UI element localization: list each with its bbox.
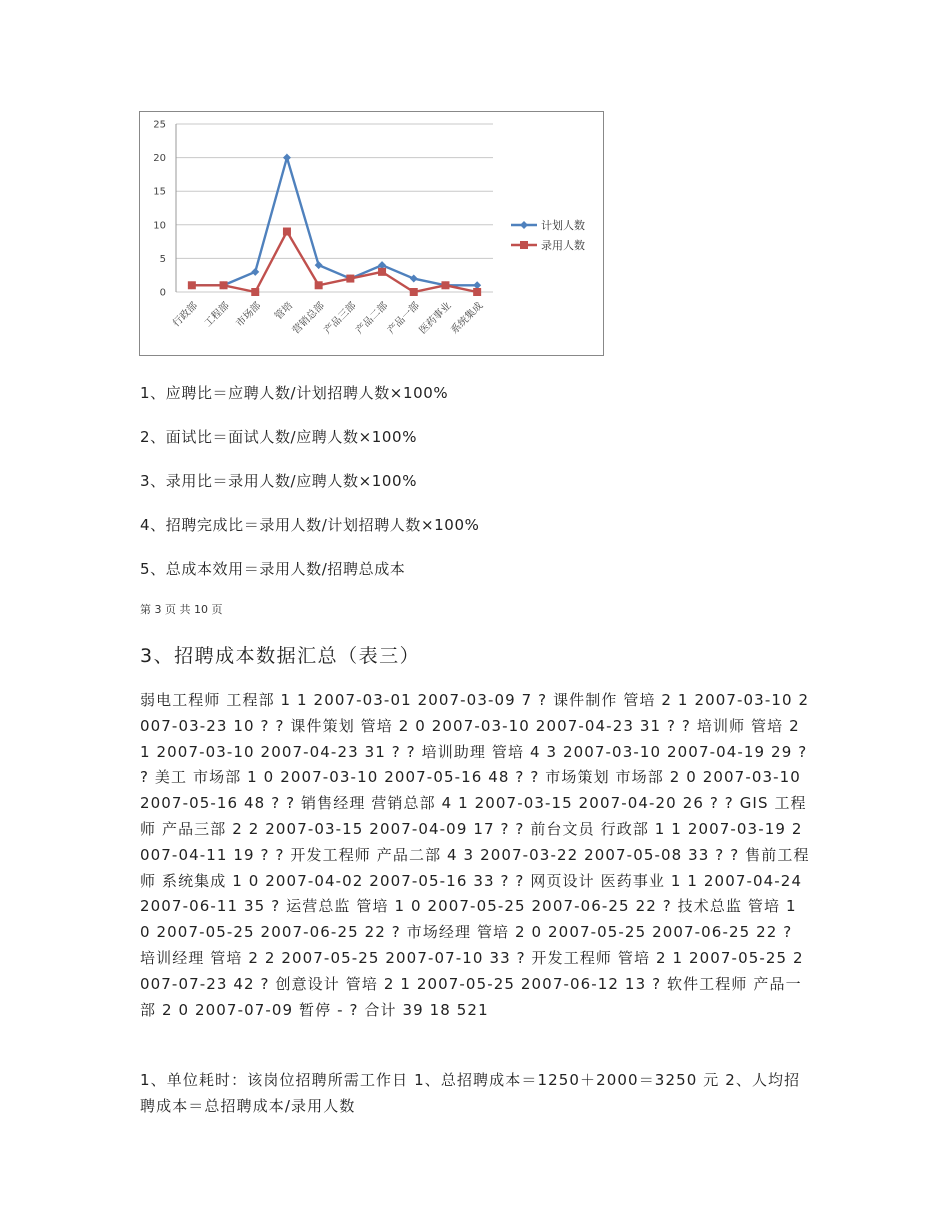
page-indicator: 第 3 页 共 10 页 — [140, 603, 223, 616]
legend-label-2: 录用人数 — [541, 239, 585, 252]
series-point-2 — [220, 281, 228, 289]
series-point-1 — [410, 275, 418, 283]
series-point-2 — [473, 288, 481, 296]
recruitment-cost-data-paragraph: 弱电工程师 工程部 1 1 2007-03-01 2007-03-09 7 ? 课件制作 管培 2 1 2007-03-10 2007-03-23 10 ? ? 课件策划 管培 2 0 2007-03-10 2007-04-23 31 ? ? 培训师 管培 2 1 2007-03-10 2007-04-23 31 ? ? 培训助理 管培 4 3 2007-03-10 2007-04-19 29 ? ? 美工 市场部 1 0 2007-03-10 2007-05-16 48 ? ? 市场策划 市场部 2 0 2007-03-10 2007-05-16 48 ? ? 销售经理 营销总部 4 1 2007-03-15 2007-04-20 26 ? ? GIS 工程师 产品三部 2 2 2007-03-15 2007-04-09 17 ? ? 前台文员 行政部 1 1 2007-03-19 2007-04-11 19 ? ? 开发工程师 产品二部 4 3 2007-03-22 2007-05-08 33 ? ? 售前工程师 系统集成 1 0 2007-04-02 2007-05-16 33 ? ? 网页设计 医药事业 1 1 2007-04-24 2007-06-11 35 ? 运营总监 管培 1 0 2007-05-25 2007-06-25 22 ? 技术总监 管培 1 0 2007-05-25 2007-06-25 22 ? 市场经理 管培 2 0 2007-05-25 2007-06-25 22 ? 培训经理 管培 2 2 2007-05-25 2007-07-10 33 ? 开发工程师 管培 2 1 2007-05-25 2007-07-23 42 ? 创意设计 管培 2 1 2007-05-25 2007-06-12 13 ? 软件工程师 产品一部 2 0 2007-07-09 暂停 - ? 合计 39 18 521 — [140, 691, 810, 1019]
series-point-2 — [410, 288, 418, 296]
series-point-1 — [283, 154, 291, 162]
x-tick-label: 管培 — [273, 300, 296, 323]
y-tick-label: 0 — [159, 287, 166, 299]
section-heading: 3、招聘成本数据汇总（表三） — [140, 645, 421, 667]
y-tick-label: 5 — [159, 253, 166, 265]
cost-definition-paragraph: 1、单位耗时：该岗位招聘所需工作日 1、总招聘成本＝1250＋2000＝3250 元 2、人均招聘成本＝总招聘成本/录用人数 — [140, 1071, 801, 1115]
x-tick-label: 医药事业 — [417, 300, 454, 337]
x-tick-label: 产品三部 — [322, 300, 359, 337]
series-point-2 — [378, 268, 386, 276]
y-tick-label: 10 — [153, 220, 166, 232]
x-tick-label: 系统集成 — [449, 300, 486, 337]
formula-completion-ratio: 4、招聘完成比＝录用人数/计划招聘人数×100% — [140, 516, 480, 534]
x-tick-label: 营销总部 — [290, 300, 327, 337]
series-point-2 — [315, 281, 323, 289]
legend-label-1: 计划人数 — [541, 219, 585, 232]
chart-canvas — [140, 112, 603, 355]
series-point-2 — [346, 275, 354, 283]
series-point-2 — [251, 288, 259, 296]
formula-hire-ratio: 3、录用比＝录用人数/应聘人数×100% — [140, 472, 418, 490]
legend-marker-2 — [520, 241, 528, 249]
formula-cost-utility: 5、总成本效用＝录用人数/招聘总成本 — [140, 560, 406, 578]
series-point-2 — [188, 281, 196, 289]
series-point-1 — [251, 268, 259, 276]
x-tick-label: 产品二部 — [354, 300, 391, 337]
y-tick-label: 25 — [153, 119, 166, 131]
x-tick-label: 工程部 — [202, 300, 232, 330]
legend-marker-1 — [520, 221, 528, 229]
x-tick-label: 市场部 — [234, 300, 264, 330]
series-line-1 — [192, 158, 477, 286]
series-point-2 — [283, 228, 291, 236]
series-point-2 — [441, 281, 449, 289]
formula-interview-ratio: 2、面试比＝面试人数/应聘人数×100% — [140, 428, 418, 446]
y-tick-label: 20 — [153, 153, 166, 165]
formula-application-ratio: 1、应聘比＝应聘人数/计划招聘人数×100% — [140, 384, 449, 402]
recruitment-line-chart — [139, 111, 604, 356]
x-tick-label: 行政部 — [170, 300, 200, 330]
y-tick-label: 15 — [153, 186, 166, 198]
x-tick-label: 产品一部 — [385, 300, 422, 337]
series-point-1 — [315, 261, 323, 269]
